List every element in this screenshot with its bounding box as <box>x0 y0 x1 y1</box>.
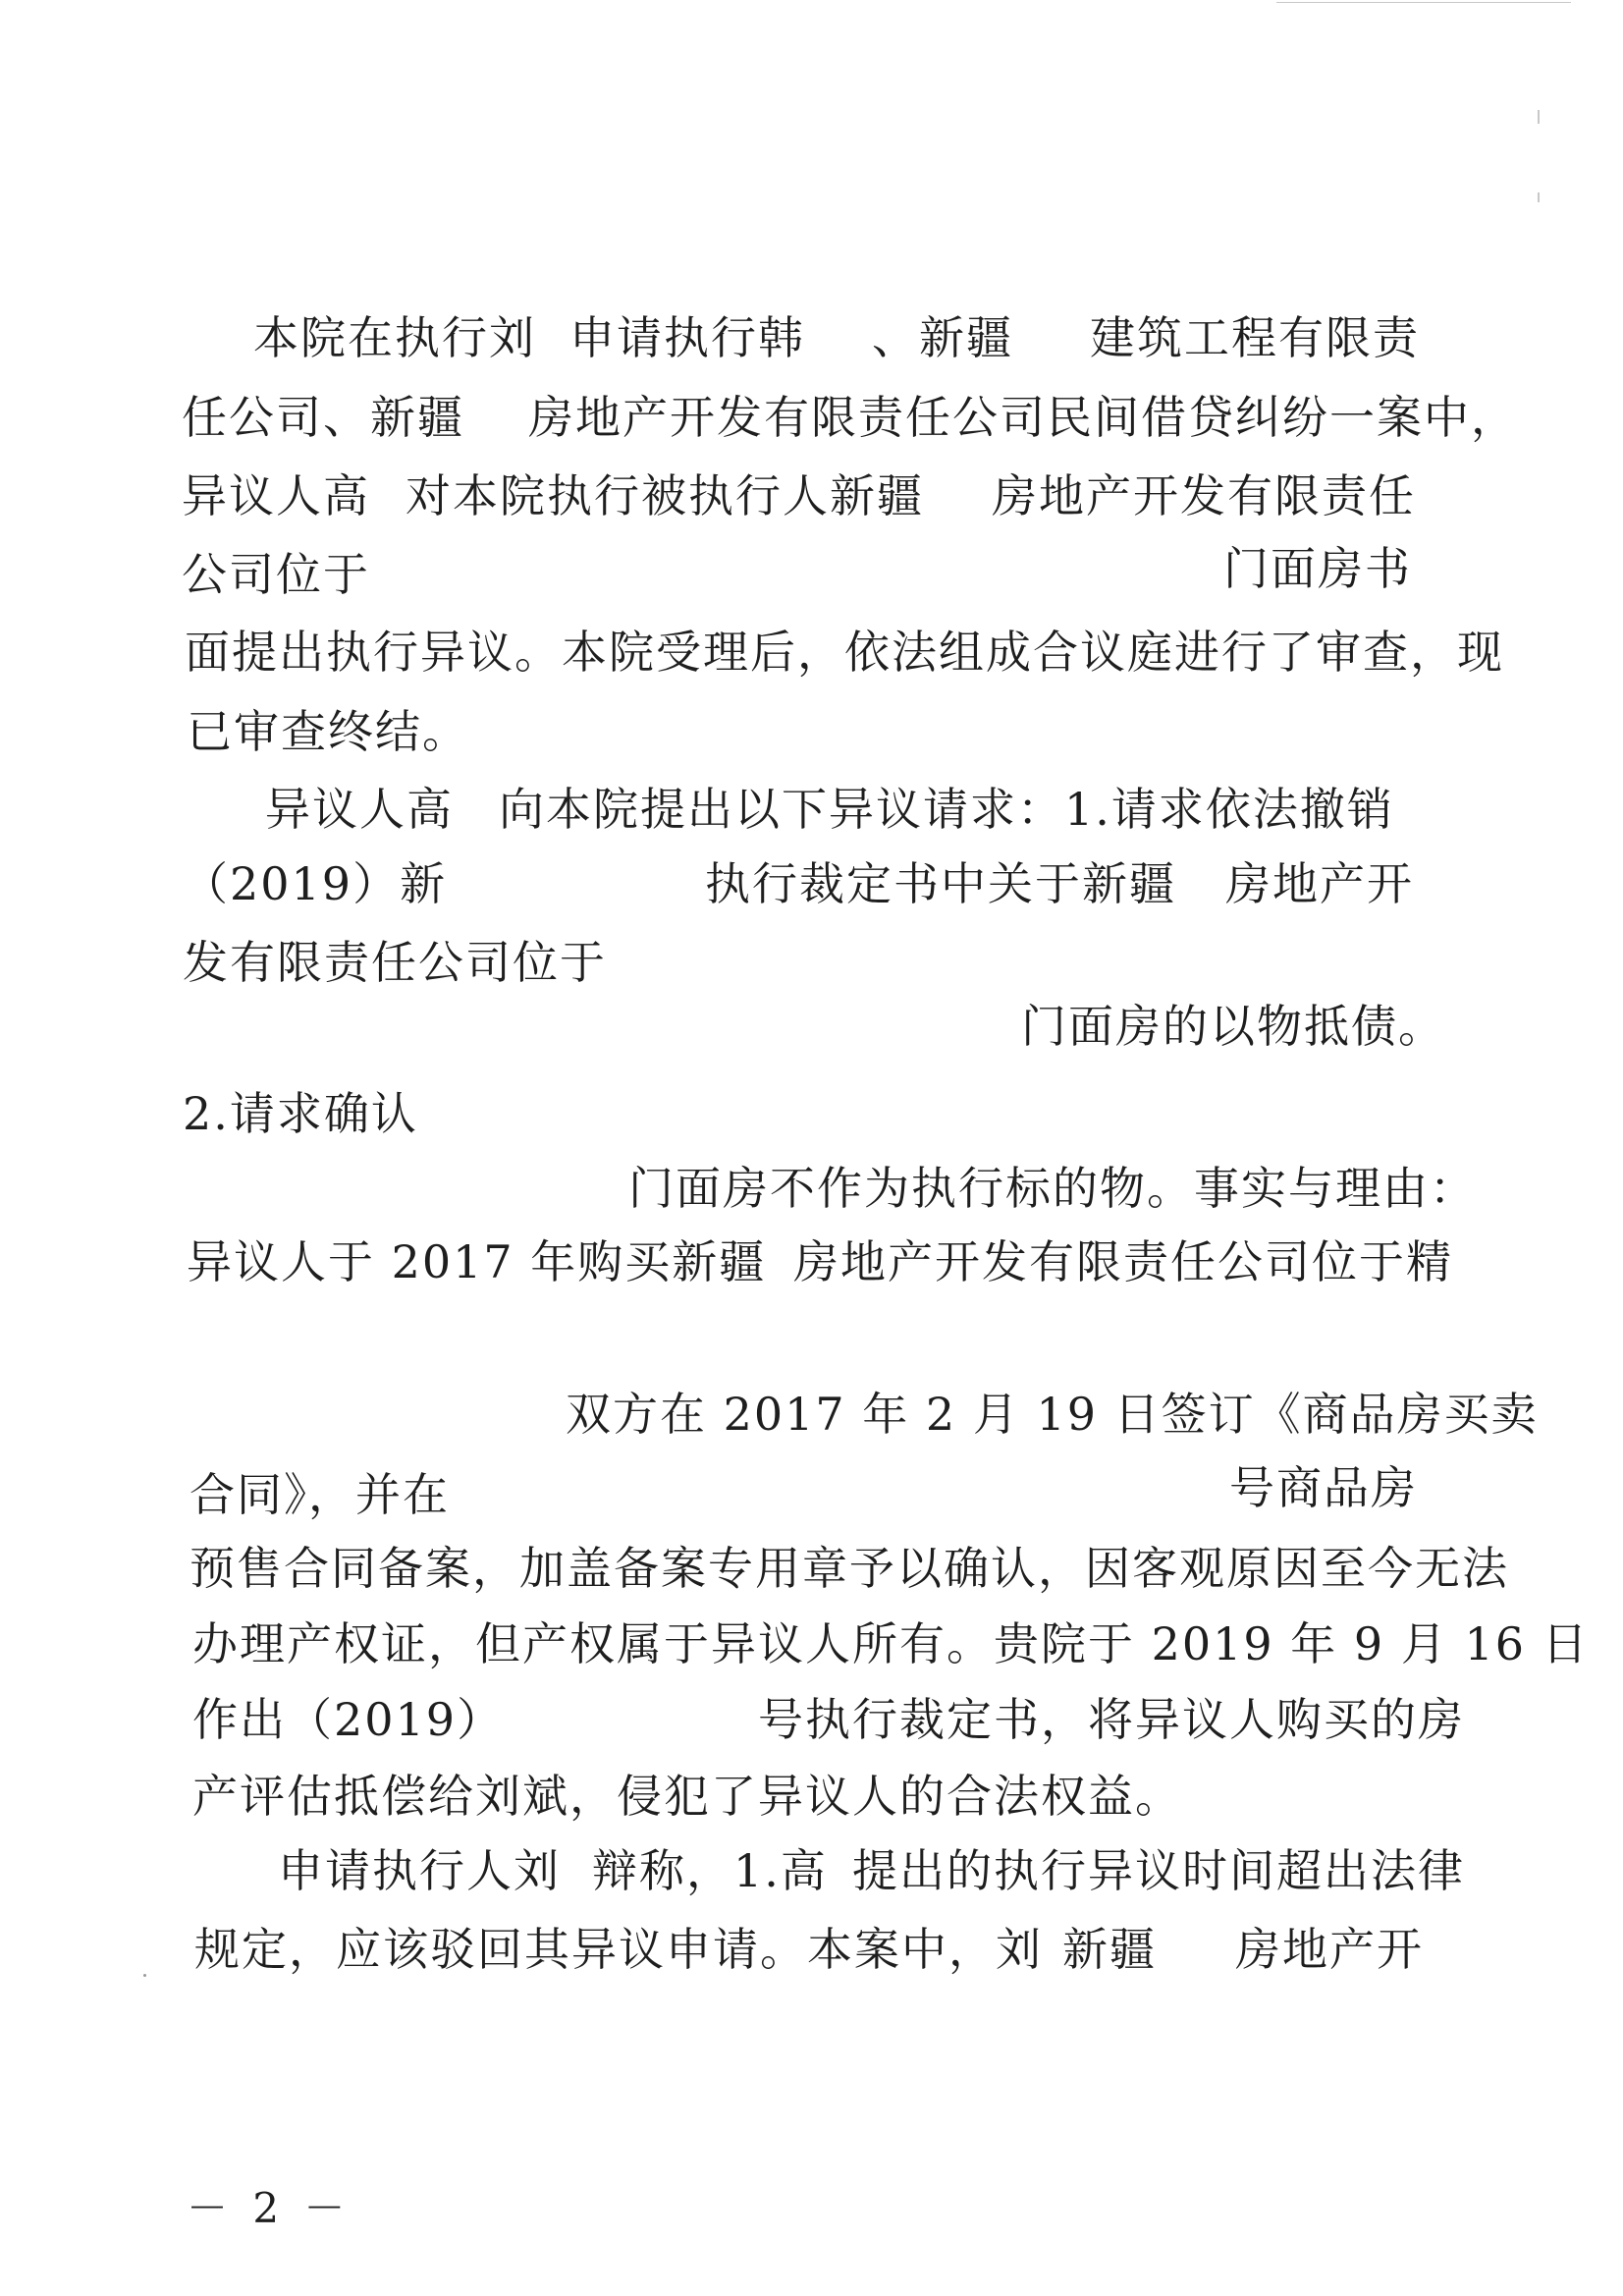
text-line-segment: 产评估抵偿给刘斌，侵犯了异议人的合法权益。 <box>192 1770 1182 1823</box>
text-line-segment: 申请执行韩 <box>569 311 805 364</box>
text-line-segment: 号商品房 <box>1229 1461 1418 1514</box>
text-line-segment: 房地产开 <box>1225 857 1414 910</box>
text-line-segment: 2.请求确认 <box>183 1087 418 1140</box>
scan-edge-mark <box>1538 192 1540 202</box>
text-line-segment: 房地产开发有限责任 <box>992 469 1416 522</box>
text-line-segment: 、新疆 <box>872 311 1013 364</box>
text-line-segment: （2019）新 <box>183 857 448 910</box>
text-line-segment: 执行裁定书中关于新疆 <box>705 857 1176 910</box>
text-line-segment: 作出（2019） <box>192 1693 505 1746</box>
text-line-segment: 异议人高 <box>182 469 370 522</box>
text-line-segment: 申请执行人刘 <box>278 1844 561 1897</box>
page-number: － 2 － <box>187 2184 352 2232</box>
scan-edge-mark <box>1538 110 1540 124</box>
scan-edge-mark <box>1276 2 1571 3</box>
text-line-segment: 异议人于 2017 年购买新疆 <box>187 1235 767 1288</box>
text-line-segment: 合同》，并在 <box>189 1468 450 1521</box>
text-line-segment: 门面房不作为执行标的物。事实与理由： <box>628 1162 1477 1215</box>
text-line-segment: 预售合同备案，加盖备案专用章予以确认，因客观原因至今无法 <box>189 1542 1509 1595</box>
text-line-segment: 规定，应该驳回其异议申请。本案中，刘 <box>194 1923 1043 1976</box>
text-line-segment: 房地产开发有限责任公司民间借贷纠纷一案中， <box>528 391 1518 444</box>
text-line-segment: 发有限责任公司位于 <box>183 936 607 989</box>
text-line-segment: 对本院执行被执行人新疆 <box>406 469 924 522</box>
text-line-segment: 双方在 2017 年 2 月 19 日签订《商品房买卖 <box>566 1388 1539 1441</box>
text-line-segment: 公司位于 <box>182 548 370 601</box>
text-line-segment: 任公司、新疆 <box>182 391 464 444</box>
text-line-segment: 办理产权证，但产权属于异议人所有。贵院于 2019 年 9 月 16 日 <box>192 1617 1590 1670</box>
text-line-segment: 建筑工程有限责 <box>1090 311 1420 364</box>
text-line-segment: 向本院提出以下异议请求：1.请求依法撤销 <box>499 783 1394 836</box>
text-line-segment: 门面房的以物抵债。 <box>1021 1000 1445 1053</box>
text-line-segment: 门面房书 <box>1223 542 1412 595</box>
text-line-segment: 提出的执行异议时间超出法律 <box>852 1844 1465 1897</box>
text-line-segment: 新疆 <box>1062 1923 1157 1976</box>
text-line-segment: 异议人高 <box>265 783 454 836</box>
text-line-segment: 面提出执行异议。本院受理后，依法组成合议庭进行了审查，现 <box>185 626 1504 679</box>
text-line-segment: 号执行裁定书，将异议人购买的房 <box>758 1693 1465 1746</box>
text-line-segment: 已审查终结。 <box>187 705 469 758</box>
scan-speck <box>143 1974 146 1977</box>
text-line-segment: 本院在执行刘 <box>253 311 536 364</box>
text-line-segment: 辩称，1.高 <box>592 1844 828 1897</box>
text-line-segment: 房地产开发有限责任公司位于精 <box>793 1235 1453 1288</box>
text-line-segment: 房地产开 <box>1235 1923 1424 1976</box>
